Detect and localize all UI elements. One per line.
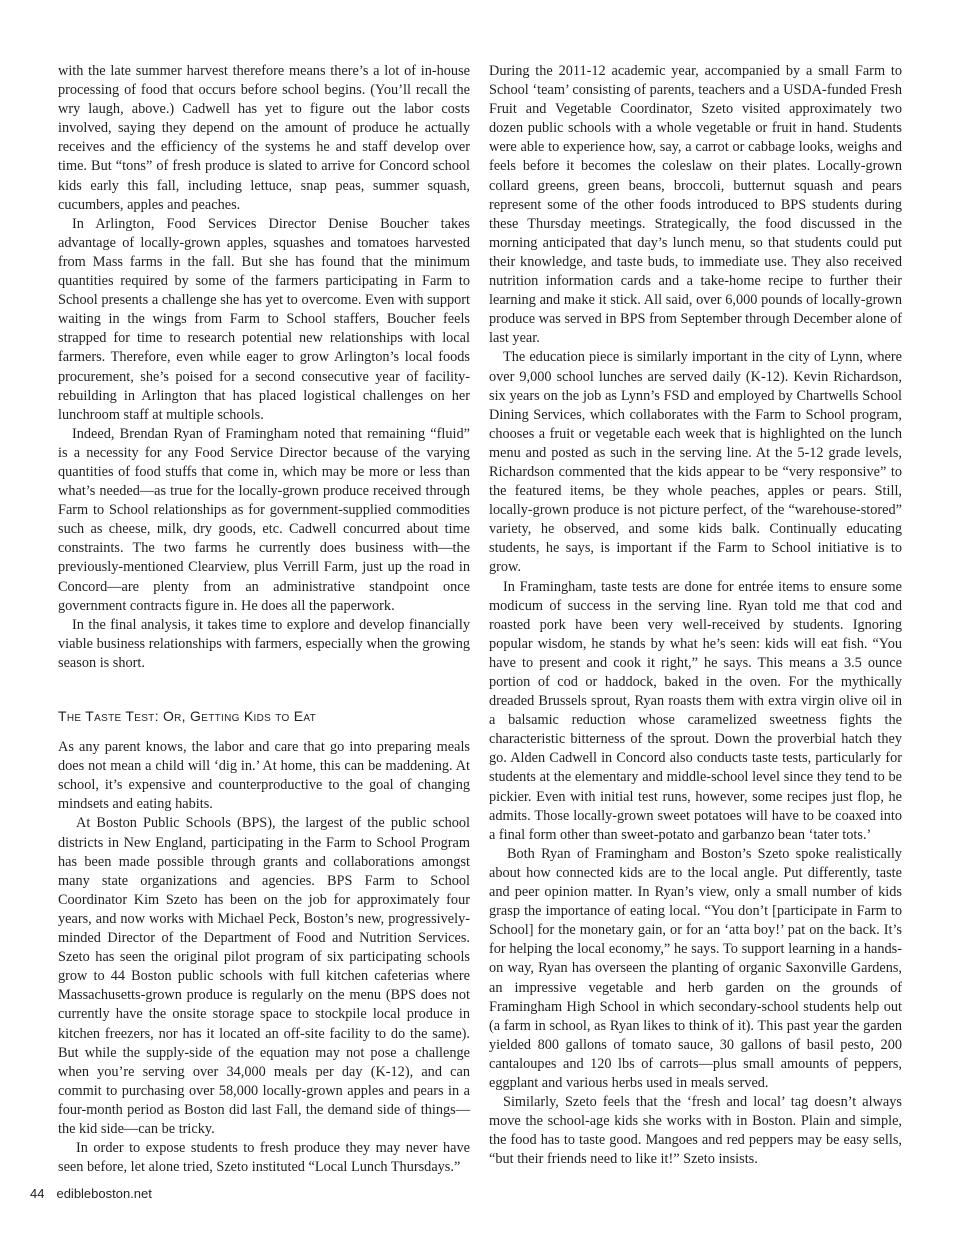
- paragraph: During the 2011-12 academic year, accompanied by a small Farm to School ‘team’ consisting of parents, teachers and a USDA-funded Fresh Fruit and Vegetable Coordinator, Szeto visited approximately two dozen public schools with a whole vegetable or fruit in hand. Students were able to experience how, say, a carrot or cabbage looks, weighs and feels before it becomes the coleslaw on their plates. Locally-grown collard greens, green beans, broccoli, butternut squash and pears represent some of the other foods introduced to BPS students during these Thursday meetings. Strategically, the food discussed in the morning anticipated that day’s lunch menu, so that students could put their knowledge, and taste buds, to immediate use. They also received nutrition information cards and a take-home recipe to further their learning and make it stick. All said, over 6,000 pounds of locally-grown produce was served in BPS from September through December alone of last year.: [489, 63, 902, 347]
- right-column: [489, 62, 902, 1169]
- paragraph: In the final analysis, it takes time to explore and develop financially viable business relationships with farmers, especially when the growing season is short.: [58, 616, 470, 671]
- left-column: [58, 62, 470, 1177]
- section-heading: The Taste Test: Or, Getting Kids to Eat: [58, 708, 317, 724]
- paragraph: In Framingham, taste tests are done for entrée items to ensure some modicum of success in the serving line. Ryan told me that cod and roasted pork have been very well-received by students. Ignoring popular wisdom, he stands by what he’s seen: kids will eat fish. “You have to present and cook it right,” he says. This means a 3.5 ounce portion of cod or haddock, baked in the oven. For the mythically dreaded Brussels sprout, Ryan roasts them with extra virgin olive oil in a balsamic reduction whose caramelized sweetness fights the characteristic bitterness of the sprout. Down the proverbial hatch they go. Alden Cadwell in Concord also conducts taste tests, particularly for students at the elementary and middle-school level since they tend to be pickier. Even with initial test runs, however, some recipes just flop, he admits. Those locally-grown sweet potatoes will have to be coaxed into a final form other than sweet-potato and garbanzo bean ‘tater tots.’: [489, 578, 902, 843]
- paragraph: In order to expose students to fresh produce they may never have seen before, let alone tried, Szeto instituted “Local Lunch Thursdays.”: [58, 1140, 470, 1176]
- page-number: 44: [30, 1186, 45, 1201]
- paragraph: As any parent knows, the labor and care that go into preparing meals does not mean a child will ‘dig in.’ At home, this can be maddening. At school, it’s expensive and counterproductive to the goal of changing mindsets and eating habits.: [58, 739, 470, 813]
- paragraph: In Arlington, Food Services Director Denise Boucher takes advantage of locally-grown apples, squashes and tomatoes harvested from Mass farms in the fall. But she has found that the minimum quantities required by some of the farmers participating in Farm to School presents a challenge she has yet to overcome. Even with support waiting in the wings from Farm to School staffers, Boucher feels strapped for time to research potential new relationships with local farmers. Therefore, even while eager to grow Arlington’s local foods procurement, she’s poised for a second consecutive year of facility-rebuilding in Arlington that has placed logistical challenges on her lunchroom staff at multiple schools.: [58, 215, 470, 423]
- site-url: edibleboston.net: [56, 1186, 152, 1201]
- paragraph: Both Ryan of Framingham and Boston’s Szeto spoke realistically about how connected kids are to the local angle. Put differently, taste and peer opinion matter. In Ryan’s view, only a small number of kids grasp the importance of eating local. “You don’t [participate in Farm to School] for the monetary gain, or for an ‘atta boy!’ pat on the back. It’s for helping the local economy,” he says. To support learning in a hands-on way, Ryan has overseen the planting of organic Saxonville Gardens, an impressive vegetable and herb garden on the grounds of Framingham High School in which secondary-school students help out (a farm in school, as Ryan likes to think of it). This past year the garden yielded 800 gallons of tomato sauce, 30 gallons of basil pesto, 200 cantaloupes and 120 lbs of carrots—plus small amounts of peppers, eggplant and various herbs used in meals served.: [489, 845, 902, 1091]
- paragraph: with the late summer harvest therefore means there’s a lot of in-house processing of food that occurs before school begins. (You’ll recall the wry laugh, above.) Cadwell has yet to figure out the labor costs involved, saying they depend on the amount of produce he actually receives and the efficiency of the systems he and staff develop over time. But “tons” of fresh produce is slated to arrive for Concord school kids early this fall, including lettuce, snap peas, summer squash, cucumbers, apples and peaches.: [58, 63, 470, 213]
- paragraph: The education piece is similarly important in the city of Lynn, where over 9,000 school lunches are served daily (K-12). Kevin Richardson, six years on the job as Lynn’s FSD and employed by Chartwells School Dining Services, which collaborates with the Farm to School program, chooses a fruit or vegetable each week that is highlighted on the lunch menu and posted as such in the serving line. At the 5-12 grade levels, Richardson commented that the kids appear to be “very responsive” to the featured items, be they whole peaches, apples or pears. Still, locally-grown produce is not picture perfect, of the “warehouse-stored” variety, he observed, and some kids balk. Continually educating students, he says, is important if the Farm to School initiative is to grow.: [489, 349, 902, 576]
- paragraph: Indeed, Brendan Ryan of Framingham noted that remaining “fluid” is a necessity for any Food Service Director because of the varying quantities of food stuffs that come in, which may be more or less than what’s needed—as true for the locally-grown produce received through Farm to School relationships as for government-supplied commodities such as cheese, milk, dry goods, etc. Cadwell concurred about time constraints. The two farms he currently does business with—the previously-mentioned Clearview, plus Verrill Farm, just up the road in Concord—are plenty from an administrative standpoint once government contracts figure in. He does all the paperwork.: [58, 425, 470, 614]
- paragraph: At Boston Public Schools (BPS), the largest of the public school districts in New England, participating in the Farm to School Program has been made possible through grants and collaborations amongst many state organizations and agencies. BPS Farm to School Coordinator Kim Szeto has been on the job for approximately four years, and now works with Michael Peck, Boston’s new, progressively-minded Director of the Department of Food and Nutrition Services. Szeto has seen the original pilot program of six participating schools grow to 44 Boston public schools with full kitchen cafeterias where Massachusetts-grown produce is regularly on the menu (BPS does not currently have the onsite storage space to stockpile local produce in kitchen freezers, nor has it located an off-site facility to do the same). But while the supply-side of the equation may not pose a challenge when you’re serving over 34,000 meals per day (K-12), and can commit to purchasing over 58,000 locally-grown apples and pears in a four-month period as Boston did last Fall, the demand side of things—the kid side—can be tricky.: [58, 815, 470, 1137]
- paragraph: Similarly, Szeto feels that the ‘fresh and local’ tag doesn’t always move the school-age kids she works with in Boston. Plain and simple, the food has to taste good. Mangoes and red peppers may be easy sells, “but their friends need to like it!” Szeto insists.: [489, 1094, 902, 1168]
- page-footer: [30, 1186, 152, 1201]
